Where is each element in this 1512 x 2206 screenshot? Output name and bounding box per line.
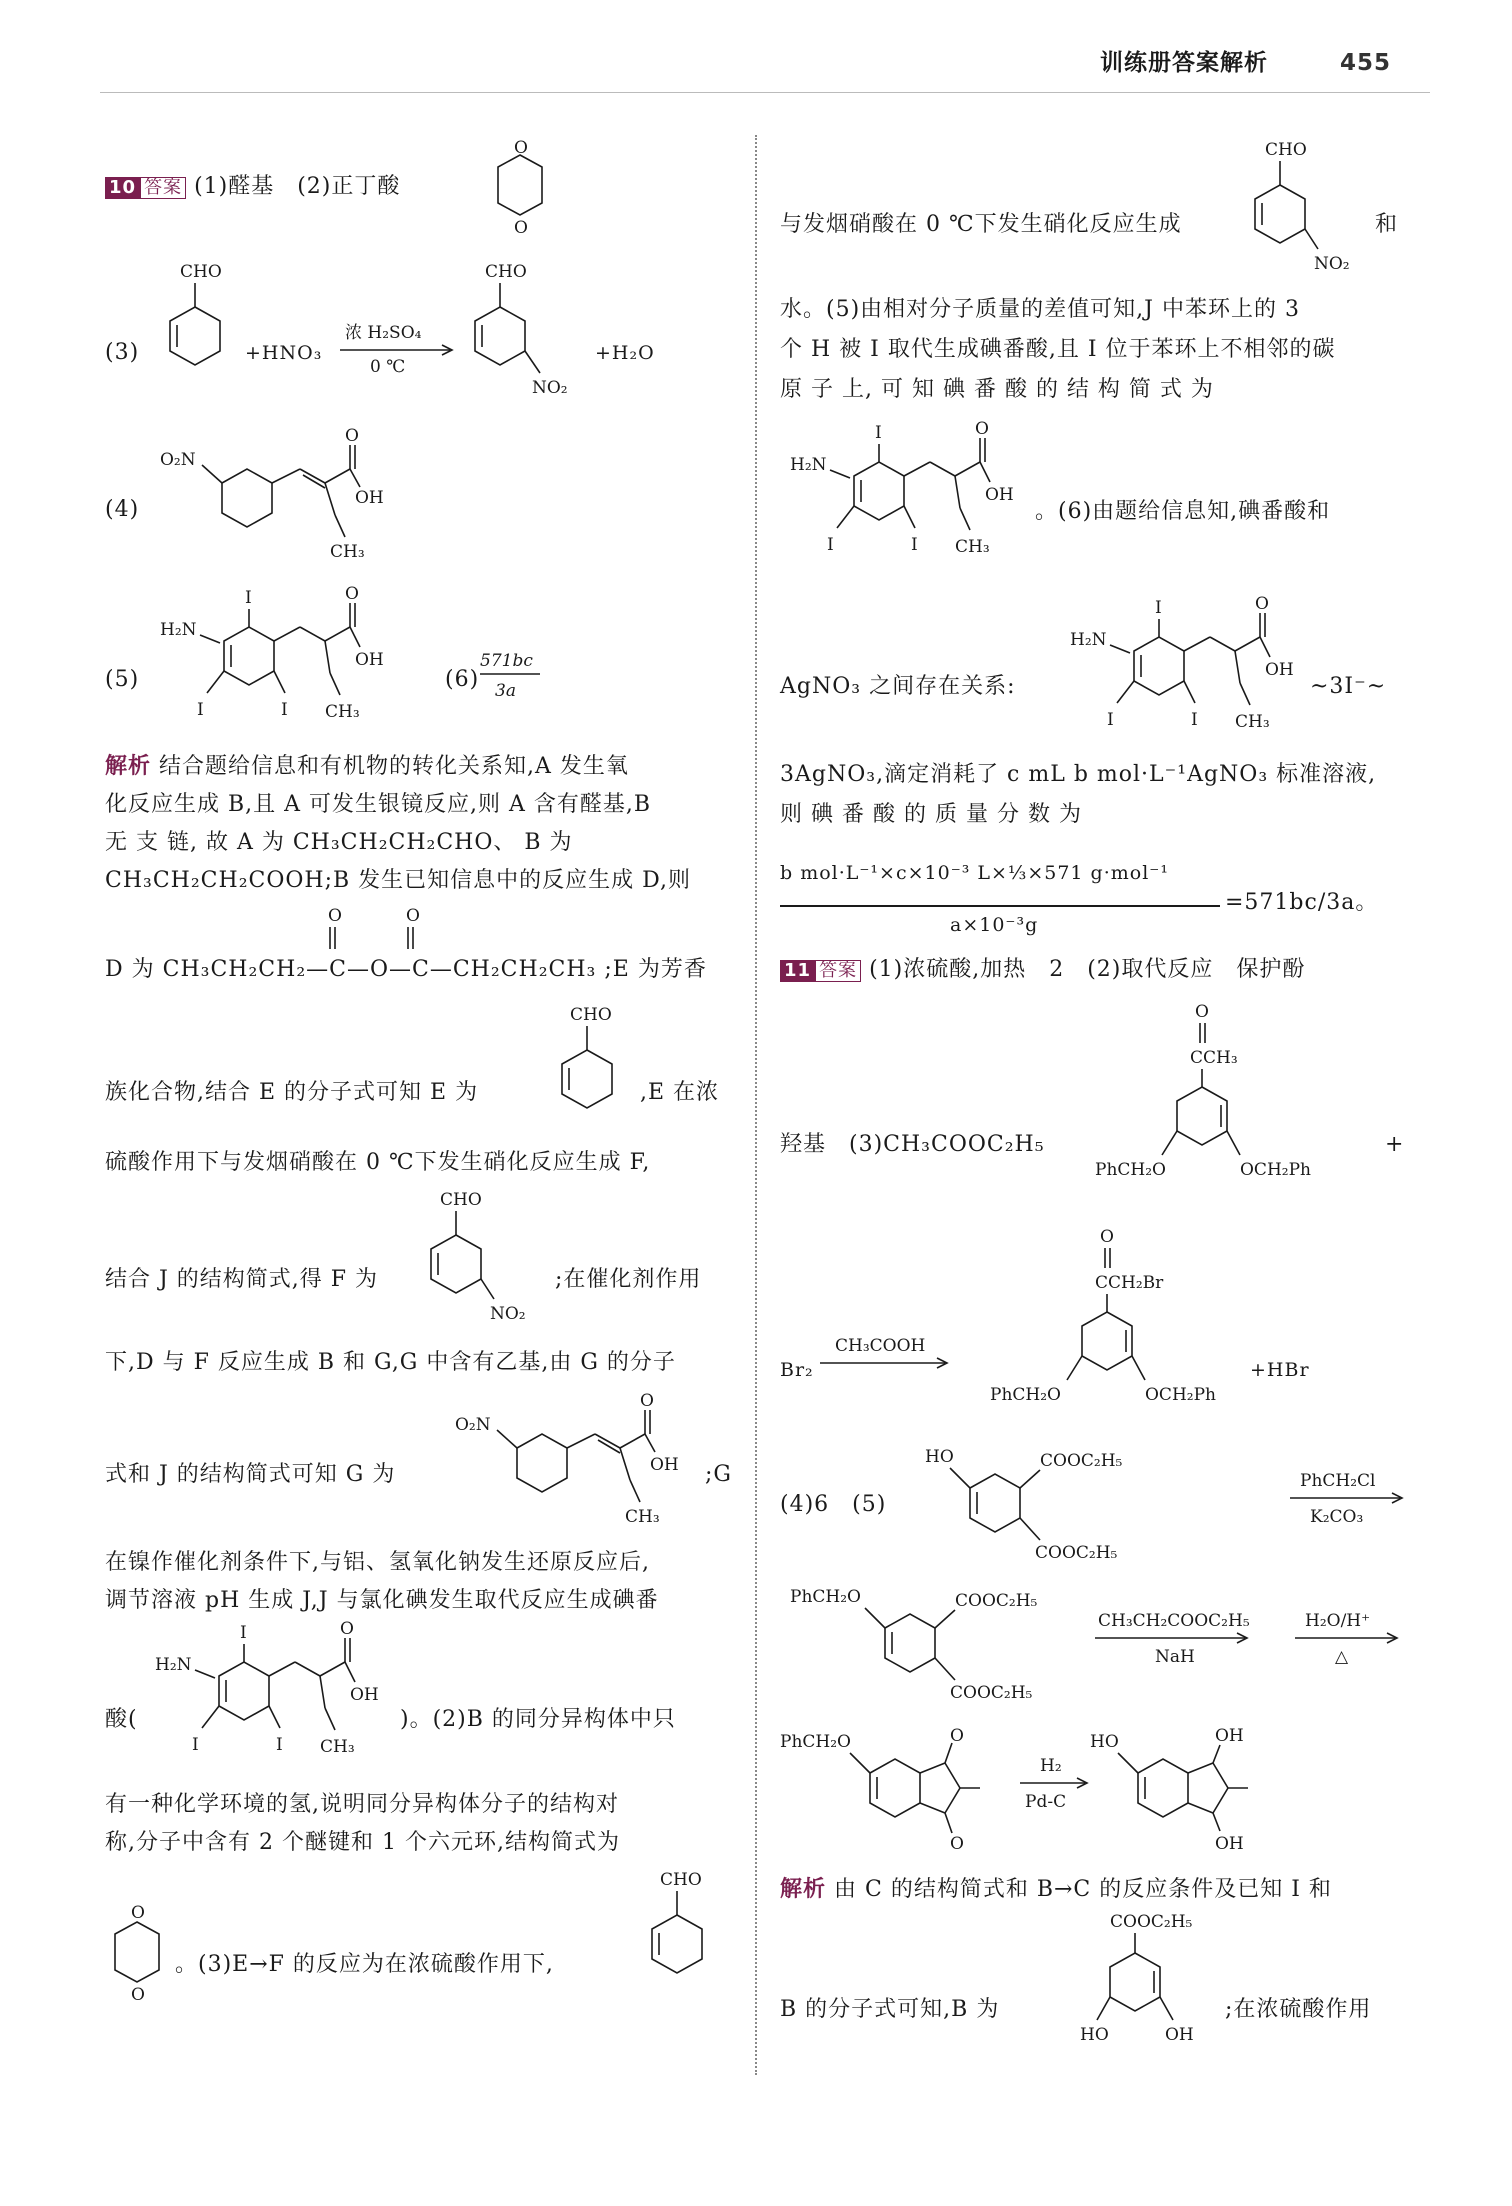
svg-text:COOC₂H₅: COOC₂H₅ <box>1035 1543 1118 1563</box>
right-line-7: 3AgNO₃,滴定消耗了 c mL b mol·L⁻¹AgNO₃ 标准溶液, <box>780 762 1377 787</box>
svg-text:OH: OH <box>1165 2025 1194 2045</box>
q11-hbr: +HBr <box>1250 1359 1310 1381</box>
hydroxyphthalate <box>915 1440 1145 1590</box>
svg-text:O: O <box>640 1391 654 1411</box>
svg-text:COOC₂H₅: COOC₂H₅ <box>1040 1451 1123 1471</box>
svg-text:O: O <box>975 419 989 439</box>
right-line-8: 则 碘 番 酸 的 质 量 分 数 为 <box>780 802 1082 827</box>
svg-text:OH: OH <box>350 1685 379 1705</box>
dioxane-structure <box>490 135 570 255</box>
arrow-phch2cl <box>1285 1470 1415 1540</box>
svg-text:NO₂: NO₂ <box>532 378 568 398</box>
svg-text:I: I <box>827 535 834 555</box>
q10-analysis-line-8b: ;在催化剂作用 <box>555 1267 702 1292</box>
svg-text:HO: HO <box>925 1447 954 1467</box>
svg-text:PhCH₂O: PhCH₂O <box>780 1732 851 1752</box>
svg-text:3a: 3a <box>495 681 516 701</box>
svg-text:H₂: H₂ <box>1040 1756 1062 1776</box>
q10-analysis-line-12: 调节溶液 pH 生成 J,J 与氯化碘发生取代反应生成碘番 <box>105 1588 659 1613</box>
arrow-acoh <box>815 1335 955 1375</box>
svg-text:OH: OH <box>985 485 1014 505</box>
q10-analysis-line-13b: )。(2)B 的同分异构体中只 <box>400 1707 676 1732</box>
svg-text:PhCH₂O: PhCH₂O <box>1095 1160 1166 1180</box>
compound-g-structure <box>160 425 420 575</box>
right-line-1b: 和 <box>1375 212 1399 237</box>
q10-ans-6-fraction <box>480 648 550 708</box>
arrow-nah <box>1090 1610 1260 1680</box>
q10-answer-tag: 答案 <box>140 177 186 199</box>
svg-text:I: I <box>875 423 882 443</box>
dihydroxybenzoate <box>1055 1905 1255 2075</box>
svg-text:OH: OH <box>1265 660 1294 680</box>
iopanoic-acid-structure-4 <box>1065 595 1325 755</box>
svg-text:I: I <box>281 700 288 720</box>
indandione-benzyloxy <box>780 1725 1030 1875</box>
q10-analysis-line-4: CH₃CH₂CH₂COOH;B 发生已知信息中的反应生成 D,则 <box>105 868 692 893</box>
svg-text:HO: HO <box>1090 1732 1119 1752</box>
iopanoic-acid-structure-1 <box>155 585 415 745</box>
svg-text:H₂N: H₂N <box>790 455 827 475</box>
svg-text:CHO: CHO <box>660 1870 702 1890</box>
right-line-3: 个 H 被 I 取代生成碘番酸,且 I 位于苯环上不相邻的碳 <box>780 337 1336 362</box>
svg-text:OH: OH <box>1215 1834 1244 1854</box>
q11-line-1: 11 答案 (1)浓硫酸,加热 2 (2)取代反应 保护酚 <box>780 955 1305 985</box>
q11-line-2: 羟基 (3)CH₃COOC₂H₅ <box>780 1132 1045 1157</box>
svg-text:CHO: CHO <box>180 262 222 282</box>
q10-analysis-line-11: 在镍作催化剂条件下,与铝、氢氧化钠发生还原反应后, <box>105 1550 650 1575</box>
q10-analysis-line-8: 结合 J 的结构简式,得 F 为 <box>105 1267 379 1292</box>
svg-text:CH₃: CH₃ <box>325 702 360 722</box>
svg-text:△: △ <box>1335 1647 1349 1667</box>
svg-text:O₂N: O₂N <box>160 450 196 470</box>
plus-h2o: +H₂O <box>595 342 655 364</box>
benzyloxyphthalate <box>790 1580 1090 1720</box>
svg-text:H₂O/H⁺: H₂O/H⁺ <box>1305 1611 1371 1631</box>
nitrobenzaldehyde-right <box>1240 135 1360 295</box>
arrow-h2so4 <box>335 320 460 380</box>
svg-text:I: I <box>911 535 918 555</box>
svg-text:COOC₂H₅: COOC₂H₅ <box>950 1683 1033 1703</box>
svg-text:O₂N: O₂N <box>455 1415 491 1435</box>
right-line-1: 与发烟硝酸在 0 ℃下发生硝化反应生成 <box>780 212 1182 237</box>
benzaldehyde-e-structure <box>545 1000 625 1130</box>
fraction-numerator: b mol·L⁻¹×c×10⁻³ L×⅓×571 g·mol⁻¹ <box>780 862 1169 884</box>
svg-text:PhCH₂Cl: PhCH₂Cl <box>1300 1471 1376 1491</box>
svg-text:PhCH₂O: PhCH₂O <box>790 1587 861 1607</box>
svg-text:0 ℃: 0 ℃ <box>370 357 406 377</box>
right-line-6: AgNO₃ 之间存在关系: <box>780 674 1016 699</box>
q10-ans-6: (6) <box>445 667 480 692</box>
page-number: 455 <box>1340 50 1392 76</box>
svg-text:CH₃: CH₃ <box>955 537 990 557</box>
svg-text:CHO: CHO <box>570 1005 612 1025</box>
svg-text:H₂N: H₂N <box>1070 630 1107 650</box>
svg-text:I: I <box>245 588 252 608</box>
q10-analysis-line-3: 无 支 链, 故 A 为 CH₃CH₂CH₂CHO、 B 为 <box>105 830 573 855</box>
dioxane-structure-2 <box>105 1900 175 2020</box>
svg-text:O: O <box>340 1619 354 1639</box>
fraction-result: =571bc/3a。 <box>1225 890 1379 915</box>
svg-text:I: I <box>276 1735 283 1755</box>
iopanoic-acid-structure-2 <box>150 1620 410 1780</box>
right-line-4: 原 子 上, 可 知 碘 番 酸 的 结 构 简 式 为 <box>780 377 1214 402</box>
q10-analysis-line-7: 硫酸作用下与发烟硝酸在 0 ℃下发生硝化反应生成 F, <box>105 1150 651 1175</box>
q10-ans-1-2: (1)醛基 (2)正丁酸 <box>194 174 401 199</box>
q10-analysis-line-16: 。(3)E→F 的反应为在浓硫酸作用下, <box>175 1952 554 1977</box>
svg-text:HO: HO <box>1080 2025 1109 2045</box>
svg-text:O: O <box>1255 594 1269 614</box>
q11-analysis-tag: 解析 <box>780 1877 827 1902</box>
acetophenone-dibenzyloxy <box>1090 995 1390 1215</box>
svg-text:CH₃CH₂COOC₂H₅: CH₃CH₂COOC₂H₅ <box>1098 1611 1250 1631</box>
svg-text:CH₃: CH₃ <box>625 1507 660 1527</box>
svg-text:O: O <box>131 1903 145 1923</box>
svg-text:Pd-C: Pd-C <box>1025 1792 1067 1812</box>
q10-analysis-line-13: 酸( <box>105 1707 138 1732</box>
svg-text:I: I <box>192 1735 199 1755</box>
svg-text:O: O <box>950 1726 964 1746</box>
q11-answer-tag: 答案 <box>815 960 861 982</box>
q11-analysis-2: B 的分子式可知,B 为 <box>780 1997 1000 2022</box>
arrow-h2-pdc <box>1015 1755 1095 1825</box>
svg-text:I: I <box>240 1623 247 1643</box>
q10-analysis-line-2: 化反应生成 B,且 A 可发生银镜反应,则 A 含有醛基,B <box>105 792 652 817</box>
q11-analysis-3: ;在浓硫酸作用 <box>1225 1997 1372 2022</box>
svg-text:NO₂: NO₂ <box>490 1304 526 1324</box>
svg-text:CHO: CHO <box>440 1190 482 1210</box>
svg-text:K₂CO₃: K₂CO₃ <box>1310 1507 1364 1527</box>
svg-text:OH: OH <box>355 650 384 670</box>
svg-text:COOC₂H₅: COOC₂H₅ <box>955 1591 1038 1611</box>
svg-text:CCH₃: CCH₃ <box>1190 1048 1238 1068</box>
q10-analysis-line-1: 解析 结合题给信息和有机物的转化关系知,A 发生氧 <box>105 754 629 779</box>
svg-text:571bc: 571bc <box>480 651 533 671</box>
benzaldehyde-structure-3 <box>635 1865 715 1995</box>
svg-text:NaH: NaH <box>1155 1647 1195 1667</box>
svg-text:O: O <box>345 426 359 446</box>
q10-analysis-line-6: 族化合物,结合 E 的分子式可知 E 为 <box>105 1080 479 1105</box>
svg-text:H₂N: H₂N <box>160 620 197 640</box>
right-line-6b: ~3I⁻~ <box>1310 674 1387 699</box>
fraction-bar <box>780 905 1220 907</box>
svg-text:O: O <box>1195 1002 1209 1022</box>
q10-analysis-line-6b: ,E 在浓 <box>640 1080 720 1105</box>
arrow-hydrolysis <box>1290 1610 1410 1680</box>
indandiol-hydroxy <box>1090 1725 1290 1875</box>
svg-text:CCH₂Br: CCH₂Br <box>1095 1273 1164 1293</box>
svg-text:PhCH₂O: PhCH₂O <box>990 1385 1061 1405</box>
q10-analysis-line-14: 有一种化学环境的氢,说明同分异构体分子的结构对 <box>105 1792 619 1817</box>
benzaldehyde-structure <box>150 255 230 395</box>
header-title: 训练册答案解析 <box>1100 50 1268 76</box>
svg-text:OH: OH <box>650 1455 679 1475</box>
svg-text:CH₃COOH: CH₃COOH <box>835 1336 926 1356</box>
q10-analysis-line-10: 式和 J 的结构简式可知 G 为 <box>105 1462 396 1487</box>
nitrobenzaldehyde-f-structure <box>420 1185 550 1345</box>
fraction-denominator: a×10⁻³g <box>950 914 1039 936</box>
svg-text:CH₃: CH₃ <box>1235 712 1270 732</box>
q11-br2: Br₂ <box>780 1359 814 1381</box>
svg-text:CHO: CHO <box>1265 140 1307 160</box>
svg-text:CHO: CHO <box>485 262 527 282</box>
q10-ans-5-label: (5) <box>105 667 140 692</box>
q10-analysis-line-5: D 为 CH₃CH₂CH₂—C—O—C—CH₂CH₂CH₃ ;E 为芳香 <box>105 957 707 982</box>
q10-ans-3-label: (3) <box>105 340 140 365</box>
bromoacetophenone-dibenzyloxy <box>955 1220 1255 1440</box>
svg-text:O: O <box>328 906 342 926</box>
svg-text:COOC₂H₅: COOC₂H₅ <box>1110 1912 1193 1932</box>
svg-text:O: O <box>514 138 528 158</box>
q10-analysis-line-9: 下,D 与 F 反应生成 B 和 G,G 中含有乙基,由 G 的分子 <box>105 1350 676 1375</box>
svg-text:O: O <box>406 906 420 926</box>
right-line-5: 。(6)由题给信息知,碘番酸和 <box>1035 499 1331 524</box>
svg-text:O: O <box>950 1834 964 1854</box>
plus-hno3: +HNO₃ <box>245 342 323 364</box>
q11-ans-4-5: (4)6 (5) <box>780 1492 887 1517</box>
svg-text:I: I <box>1107 710 1114 730</box>
svg-text:浓 H₂SO₄: 浓 H₂SO₄ <box>345 323 422 343</box>
svg-text:H₂N: H₂N <box>155 1655 192 1675</box>
q10-analysis-line-15: 称,分子中含有 2 个醚键和 1 个六元环,结构简式为 <box>105 1830 620 1855</box>
q10-number: 10 <box>105 177 140 199</box>
svg-text:NO₂: NO₂ <box>1314 254 1350 274</box>
svg-text:CH₃: CH₃ <box>320 1737 355 1757</box>
svg-text:I: I <box>1155 598 1162 618</box>
svg-text:O: O <box>514 218 528 238</box>
right-line-2: 水。(5)由相对分子质量的差值可知,J 中苯环上的 3 <box>780 297 1300 322</box>
nitrobenzaldehyde-structure <box>460 255 580 415</box>
column-divider <box>755 135 757 2075</box>
svg-text:OH: OH <box>355 488 384 508</box>
svg-text:OCH₂Ph: OCH₂Ph <box>1240 1160 1311 1180</box>
header-rule <box>100 92 1430 93</box>
svg-text:I: I <box>197 700 204 720</box>
svg-text:CH₃: CH₃ <box>330 542 365 562</box>
q10-analysis-tag: 解析 <box>105 754 152 779</box>
q10-analysis-line-10b: ;G <box>705 1462 732 1487</box>
q10-answer-header <box>105 172 400 202</box>
svg-text:O: O <box>131 1985 145 2005</box>
svg-text:I: I <box>1191 710 1198 730</box>
svg-text:O: O <box>1100 1227 1114 1247</box>
compound-g-structure-2 <box>455 1390 725 1540</box>
svg-text:OH: OH <box>1215 1726 1244 1746</box>
q10-ans-4-label: (4) <box>105 497 140 522</box>
iopanoic-acid-structure-3 <box>785 420 1045 580</box>
svg-text:O: O <box>345 584 359 604</box>
q11-number: 11 <box>780 960 815 982</box>
q11-plus: + <box>1385 1132 1405 1157</box>
q11-analysis-1: 解析 由 C 的结构简式和 B→C 的反应条件及已知 Ⅰ 和 <box>780 1877 1332 1902</box>
svg-text:OCH₂Ph: OCH₂Ph <box>1145 1385 1216 1405</box>
